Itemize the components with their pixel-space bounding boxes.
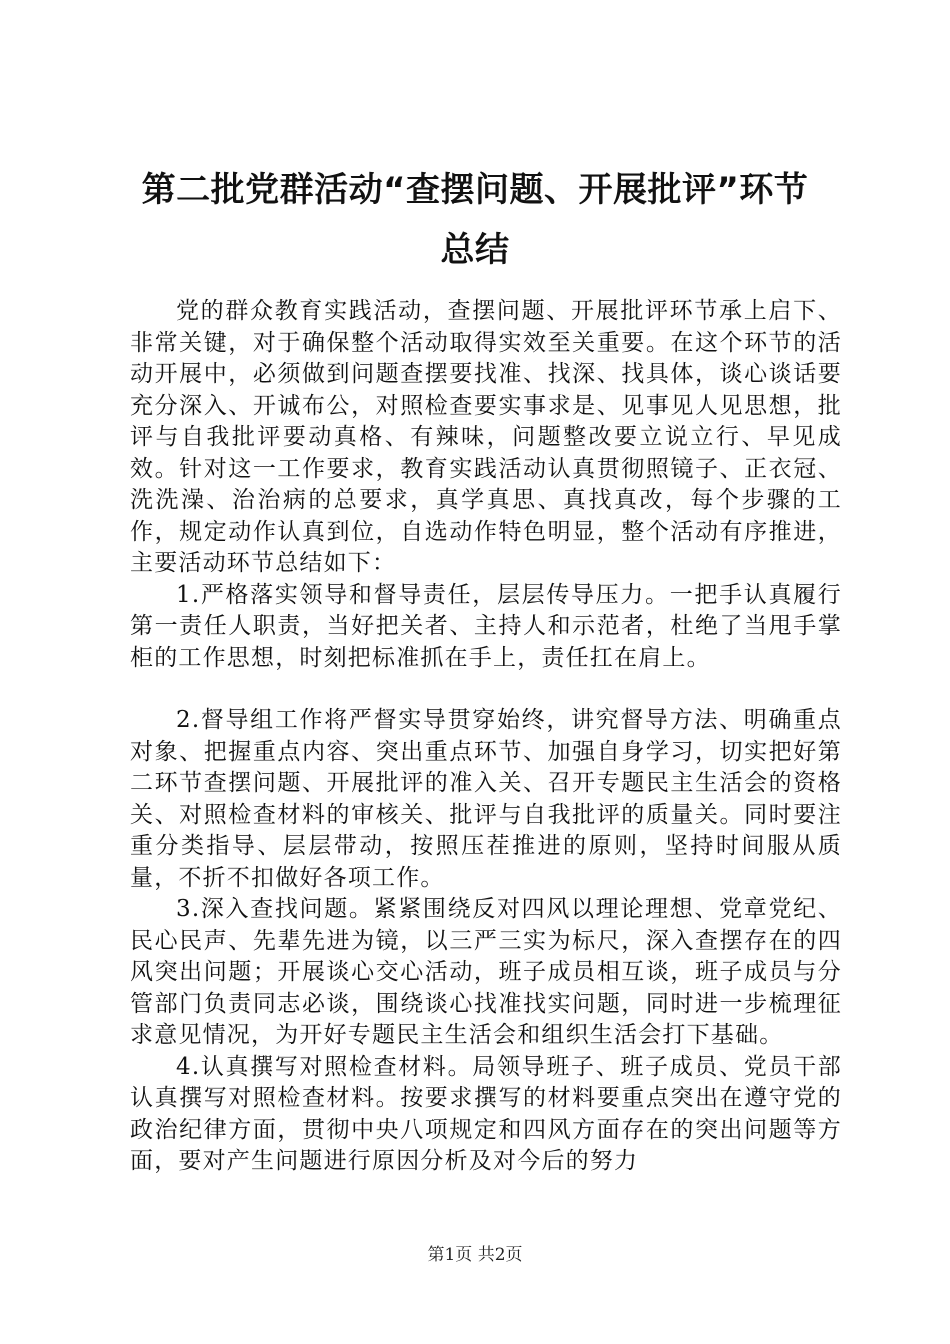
paragraph-item-3: 3.深入查找问题。紧紧围绕反对四风以理论理想、党章党纪、民心民声、先辈先进为镜，以三严三实为标尺，深入查摆存在的四风突出问题；开展谈心交心活动，班子成员相互谈，班子成员与分管部门负责同志必谈，围绕谈心找准找实问题，同时进一步梳理征求意见情况，为开好专题民主生活会和组织生活会打下基础。 bbox=[130, 896, 842, 1048]
paragraph-item-2: 2.督导组工作将严督实导贯穿始终，讲究督导方法、明确重点对象、把握重点内容、突出重点环节、加强自身学习，切实把好第二环节查摆问题、开展批评的准入关、召开专题民主生活会的资格关、对照检查材料的审核关、批评与自我批评的质量关。同时要注重分类指导、层层带动，按照压茬推进的原则，坚持时间服从质量，不折不扣做好各项工作。 bbox=[130, 707, 842, 891]
page-number-footer: 第1页 共2页 bbox=[427, 1245, 523, 1265]
title-line-2: 总结 bbox=[440, 230, 510, 270]
paragraph-item-4: 4.认真撰写对照检查材料。局领导班子、班子成员、党员干部认真撰写对照检查材料。按要求撰写的材料要重点突出在遵守党的政治纪律方面，贯彻中央八项规定和四风方面存在的突出问题等方面，要对产生问题进行原因分析及对今后的努力 bbox=[130, 1053, 842, 1174]
title-line-1: 第二批党群活动“查摆问题、开展批评”环节 bbox=[141, 170, 809, 210]
paragraph-intro: 党的群众教育实践活动，查摆问题、开展批评环节承上启下、非常关键，对于确保整个活动取得实效至关重要。在这个环节的活动开展中，必须做到问题查摆要找准、找深、找具体，谈心谈话要充分深入、开诚布公，对照检查要实事求是、见事见人见思想，批评与自我批评要动真格、有辣味，问题整改要立说立行、早见成效。针对这一工作要求，教育实践活动认真贯彻照镜子、正衣冠、洗洗澡、治治病的总要求，真学真思、真找真改，每个步骤的工作，规定动作认真到位，自选动作特色明显，整个活动有序推进，主要活动环节总结如下： bbox=[130, 298, 842, 576]
document-title bbox=[120, 160, 830, 280]
paragraph-item-1: 1.严格落实领导和督导责任，层层传导压力。一把手认真履行第一责任人职责，当好把关者、主持人和示范者，杜绝了当甩手掌柜的工作思想，时刻把标准抓在手上，责任扛在肩上。 bbox=[130, 581, 842, 671]
document-body bbox=[130, 296, 842, 1178]
